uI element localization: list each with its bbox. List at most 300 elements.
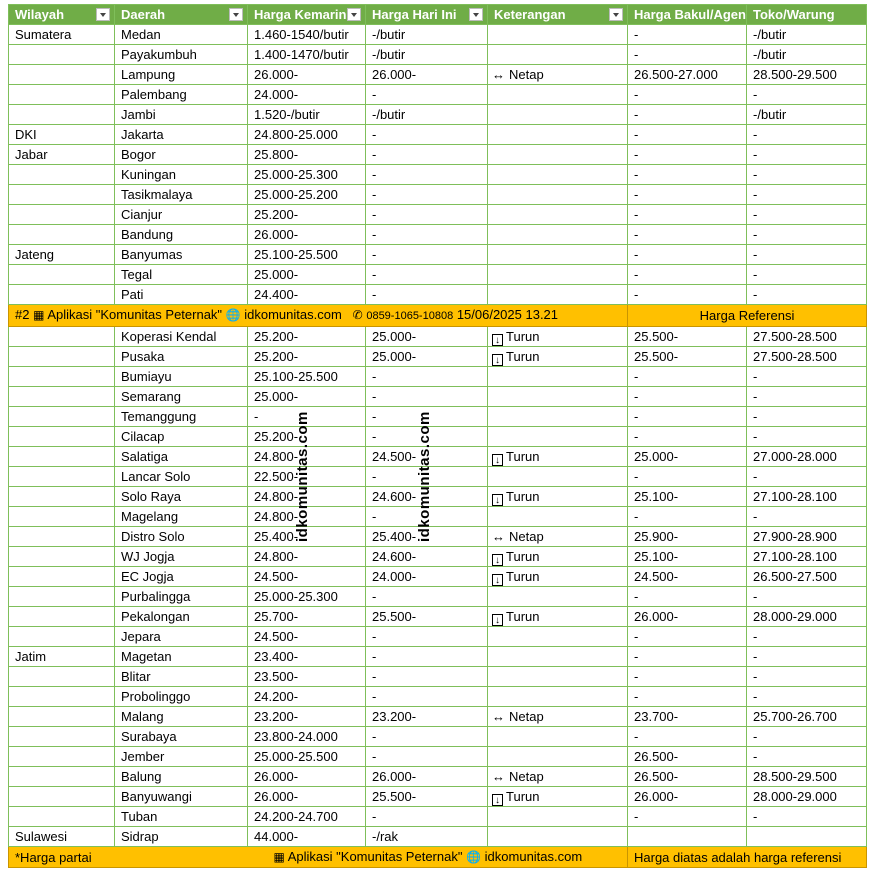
phone-app-icon: ▦	[273, 850, 285, 864]
cell-harga-bakul: 25.100-	[628, 487, 747, 507]
cell-harga-kemarin: 24.500-	[248, 627, 366, 647]
cell-toko-warung: -	[747, 205, 867, 225]
cell-toko-warung: -	[747, 125, 867, 145]
cell-wilayah	[9, 285, 115, 305]
cell-daerah: Tasikmalaya	[115, 185, 248, 205]
cell-harga-bakul: -	[628, 627, 747, 647]
cell-wilayah	[9, 447, 115, 467]
cell-toko-warung: -	[747, 265, 867, 285]
cell-harga-kemarin: 25.400-	[248, 527, 366, 547]
cell-toko-warung: 27.000-28.000	[747, 447, 867, 467]
cell-toko-warung: 27.500-28.500	[747, 327, 867, 347]
cell-toko-warung: -	[747, 647, 867, 667]
table-row	[9, 367, 867, 387]
cell-toko-warung: -	[747, 727, 867, 747]
cell-toko-warung: -/butir	[747, 25, 867, 45]
cell-keterangan	[488, 547, 628, 567]
filter-dropdown-icon[interactable]	[347, 8, 361, 21]
banner-info	[9, 305, 628, 327]
cell-wilayah	[9, 387, 115, 407]
table-row	[9, 25, 867, 45]
status-label: Turun	[506, 789, 540, 804]
cell-harga-bakul	[628, 827, 747, 847]
cell-wilayah: Jabar	[9, 145, 115, 165]
banner-datetime: 15/06/2025 13.21	[456, 307, 559, 322]
cell-toko-warung: 27.100-28.100	[747, 487, 867, 507]
cell-harga-kemarin: 24.800-	[248, 487, 366, 507]
cell-harga-bakul: -	[628, 225, 747, 245]
cell-harga-hari-ini: 25.000-	[366, 347, 488, 367]
cell-harga-kemarin: 25.700-	[248, 607, 366, 627]
cell-toko-warung: -	[747, 627, 867, 647]
cell-harga-bakul: -	[628, 407, 747, 427]
cell-wilayah	[9, 407, 115, 427]
cell-daerah: EC Jogja	[115, 567, 248, 587]
cell-wilayah	[9, 225, 115, 245]
cell-toko-warung: -	[747, 427, 867, 447]
cell-daerah: Cianjur	[115, 205, 248, 225]
table-row	[9, 607, 867, 627]
cell-harga-bakul: 26.500-	[628, 747, 747, 767]
cell-toko-warung: -	[747, 687, 867, 707]
cell-harga-kemarin: 25.000-	[248, 387, 366, 407]
cell-keterangan	[488, 607, 628, 627]
table-row	[9, 647, 867, 667]
cell-harga-kemarin: 25.000-25.500	[248, 747, 366, 767]
footer-row	[9, 847, 867, 868]
phone-app-icon: ▦	[33, 308, 45, 322]
cell-daerah: Solo Raya	[115, 487, 248, 507]
cell-harga-kemarin: 23.400-	[248, 647, 366, 667]
cell-daerah: Malang	[115, 707, 248, 727]
cell-harga-hari-ini: -/butir	[366, 105, 488, 125]
cell-harga-hari-ini: -	[366, 587, 488, 607]
cell-harga-hari-ini: -	[366, 387, 488, 407]
cell-daerah: Blitar	[115, 667, 248, 687]
down-arrow-icon: ↓	[492, 494, 503, 506]
cell-harga-kemarin: 24.400-	[248, 285, 366, 305]
cell-harga-hari-ini: 25.000-	[366, 327, 488, 347]
cell-wilayah	[9, 567, 115, 587]
cell-harga-hari-ini: -	[366, 85, 488, 105]
cell-daerah: Lampung	[115, 65, 248, 85]
table-row	[9, 487, 867, 507]
cell-toko-warung: -	[747, 285, 867, 305]
cell-harga-kemarin: 1.520-/butir	[248, 105, 366, 125]
cell-toko-warung: -	[747, 145, 867, 165]
cell-harga-bakul: -	[628, 245, 747, 265]
cell-daerah: Tegal	[115, 265, 248, 285]
cell-daerah: Jakarta	[115, 125, 248, 145]
table-row	[9, 327, 867, 347]
table-row	[9, 225, 867, 245]
cell-keterangan	[488, 225, 628, 245]
cell-daerah: Semarang	[115, 387, 248, 407]
cell-wilayah: Sulawesi	[9, 827, 115, 847]
cell-harga-bakul: -	[628, 85, 747, 105]
cell-harga-bakul: -	[628, 807, 747, 827]
cell-keterangan	[488, 387, 628, 407]
cell-wilayah	[9, 65, 115, 85]
cell-harga-hari-ini: -	[366, 407, 488, 427]
cell-harga-hari-ini: 24.500-	[366, 447, 488, 467]
table-row	[9, 85, 867, 105]
cell-harga-bakul: -	[628, 387, 747, 407]
cell-wilayah	[9, 667, 115, 687]
cell-harga-kemarin: 24.800-	[248, 547, 366, 567]
cell-harga-hari-ini: -	[366, 807, 488, 827]
cell-toko-warung: 25.700-26.700	[747, 707, 867, 727]
cell-toko-warung: 28.000-29.000	[747, 787, 867, 807]
cell-keterangan	[488, 647, 628, 667]
status-label: Turun	[506, 609, 540, 624]
cell-harga-bakul: -	[628, 105, 747, 125]
cell-harga-hari-ini: 23.200-	[366, 707, 488, 727]
cell-daerah: Kuningan	[115, 165, 248, 185]
cell-wilayah	[9, 587, 115, 607]
cell-wilayah: DKI	[9, 125, 115, 145]
header-harga-hari-ini: Harga Hari Ini	[366, 5, 488, 25]
cell-harga-bakul: 24.500-	[628, 567, 747, 587]
cell-wilayah	[9, 507, 115, 527]
header-harga-kemarin: Harga Kemarin	[248, 5, 366, 25]
cell-wilayah	[9, 427, 115, 447]
header-row	[9, 5, 867, 25]
cell-wilayah	[9, 627, 115, 647]
down-arrow-icon: ↓	[492, 354, 503, 366]
table-row	[9, 527, 867, 547]
cell-daerah: Surabaya	[115, 727, 248, 747]
cell-harga-hari-ini: -/butir	[366, 25, 488, 45]
cell-keterangan	[488, 787, 628, 807]
cell-harga-hari-ini: 26.000-	[366, 767, 488, 787]
cell-harga-hari-ini: -	[366, 225, 488, 245]
table-row	[9, 567, 867, 587]
cell-harga-bakul: 25.500-	[628, 347, 747, 367]
filter-dropdown-icon[interactable]	[469, 8, 483, 21]
banner-phone[interactable]: 0859-1065-10808	[366, 310, 454, 322]
header-keterangan: Keterangan	[488, 5, 628, 25]
cell-keterangan	[488, 347, 628, 367]
cell-daerah: Jepara	[115, 627, 248, 647]
cell-harga-kemarin: 25.200-	[248, 347, 366, 367]
cell-wilayah	[9, 707, 115, 727]
cell-keterangan	[488, 807, 628, 827]
left-right-arrow-icon: ↔	[492, 67, 505, 82]
cell-harga-bakul: -	[628, 367, 747, 387]
cell-keterangan	[488, 245, 628, 265]
cell-daerah: Distro Solo	[115, 527, 248, 547]
cell-harga-kemarin: 24.200-	[248, 687, 366, 707]
cell-harga-hari-ini: -	[366, 627, 488, 647]
cell-daerah: Banyumas	[115, 245, 248, 265]
table-row	[9, 747, 867, 767]
cell-harga-bakul: -	[628, 687, 747, 707]
cell-toko-warung: 28.000-29.000	[747, 607, 867, 627]
footer-app-info	[248, 847, 628, 868]
table-row	[9, 427, 867, 447]
cell-toko-warung	[747, 827, 867, 847]
cell-toko-warung: -	[747, 807, 867, 827]
table-row	[9, 767, 867, 787]
table-row	[9, 65, 867, 85]
filter-dropdown-icon[interactable]	[96, 8, 110, 21]
banner-ref: Harga Referensi	[628, 305, 867, 327]
cell-wilayah	[9, 265, 115, 285]
cell-daerah: Pati	[115, 285, 248, 305]
footer-site[interactable]: idkomunitas.com	[484, 849, 583, 864]
table-row	[9, 145, 867, 165]
cell-toko-warung: -	[747, 747, 867, 767]
table-row	[9, 707, 867, 727]
table-row	[9, 467, 867, 487]
cell-keterangan	[488, 407, 628, 427]
cell-wilayah	[9, 105, 115, 125]
header-wilayah: Wilayah	[9, 5, 115, 25]
cell-daerah: Temanggung	[115, 407, 248, 427]
cell-harga-kemarin: 25.200-	[248, 205, 366, 225]
cell-toko-warung: 27.500-28.500	[747, 347, 867, 367]
header-harga-bakul: Harga Bakul/Agen	[628, 5, 747, 25]
cell-harga-hari-ini: -	[366, 265, 488, 285]
cell-keterangan	[488, 567, 628, 587]
table-row	[9, 205, 867, 225]
globe-icon: 🌐	[466, 850, 482, 864]
down-arrow-icon: ↓	[492, 614, 503, 626]
cell-harga-kemarin: 1.400-1470/butir	[248, 45, 366, 65]
cell-harga-hari-ini: -	[366, 467, 488, 487]
cell-harga-kemarin: 25.100-25.500	[248, 367, 366, 387]
cell-harga-kemarin: 25.000-25.300	[248, 165, 366, 185]
table-row	[9, 807, 867, 827]
cell-wilayah	[9, 807, 115, 827]
cell-wilayah: Sumatera	[9, 25, 115, 45]
header-daerah: Daerah	[115, 5, 248, 25]
cell-wilayah	[9, 165, 115, 185]
cell-harga-hari-ini: -	[366, 285, 488, 305]
cell-harga-bakul: -	[628, 727, 747, 747]
cell-wilayah: Jatim	[9, 647, 115, 667]
cell-keterangan	[488, 487, 628, 507]
cell-harga-bakul: -	[628, 507, 747, 527]
cell-keterangan	[488, 707, 628, 727]
cell-harga-bakul: 25.000-	[628, 447, 747, 467]
cell-daerah: Probolinggo	[115, 687, 248, 707]
left-right-arrow-icon: ↔	[492, 769, 505, 784]
table-row	[9, 687, 867, 707]
cell-toko-warung: 28.500-29.500	[747, 65, 867, 85]
cell-keterangan	[488, 25, 628, 45]
cell-keterangan	[488, 747, 628, 767]
cell-harga-kemarin: 26.000-	[248, 65, 366, 85]
cell-harga-bakul: 25.100-	[628, 547, 747, 567]
cell-harga-bakul: 25.500-	[628, 327, 747, 347]
filter-dropdown-icon[interactable]	[229, 8, 243, 21]
cell-harga-hari-ini: -	[366, 507, 488, 527]
cell-harga-kemarin: 25.800-	[248, 145, 366, 165]
cell-daerah: Palembang	[115, 85, 248, 105]
down-arrow-icon: ↓	[492, 454, 503, 466]
cell-keterangan	[488, 447, 628, 467]
status-label: Netap	[509, 769, 544, 784]
footer-app: Aplikasi "Komunitas Peternak"	[287, 849, 463, 864]
cell-harga-bakul: 26.000-	[628, 787, 747, 807]
cell-harga-kemarin: 25.000-25.300	[248, 587, 366, 607]
cell-harga-hari-ini: -	[366, 165, 488, 185]
cell-toko-warung: -	[747, 407, 867, 427]
cell-harga-bakul: 25.900-	[628, 527, 747, 547]
cell-harga-hari-ini: -	[366, 185, 488, 205]
filter-dropdown-icon[interactable]	[609, 8, 623, 21]
cell-harga-hari-ini: -	[366, 125, 488, 145]
cell-toko-warung: -	[747, 245, 867, 265]
cell-toko-warung: -	[747, 165, 867, 185]
table-row	[9, 347, 867, 367]
cell-keterangan	[488, 627, 628, 647]
cell-harga-hari-ini: -/butir	[366, 45, 488, 65]
cell-daerah: Bandung	[115, 225, 248, 245]
cell-harga-bakul: -	[628, 165, 747, 185]
cell-harga-hari-ini: 24.000-	[366, 567, 488, 587]
cell-daerah: Magelang	[115, 507, 248, 527]
cell-harga-hari-ini: -	[366, 727, 488, 747]
cell-keterangan	[488, 205, 628, 225]
header-toko-warung: Toko/Warung	[747, 5, 867, 25]
cell-harga-bakul: -	[628, 45, 747, 65]
cell-keterangan	[488, 507, 628, 527]
cell-toko-warung: -	[747, 85, 867, 105]
table-row	[9, 827, 867, 847]
cell-harga-hari-ini: 25.500-	[366, 607, 488, 627]
cell-wilayah	[9, 367, 115, 387]
cell-daerah: Purbalingga	[115, 587, 248, 607]
status-label: Turun	[506, 449, 540, 464]
cell-harga-hari-ini: -	[366, 647, 488, 667]
cell-keterangan	[488, 727, 628, 747]
cell-harga-bakul: -	[628, 285, 747, 305]
cell-harga-hari-ini: -	[366, 367, 488, 387]
table-row	[9, 165, 867, 185]
cell-harga-bakul: 26.000-	[628, 607, 747, 627]
cell-daerah: Banyuwangi	[115, 787, 248, 807]
banner-site[interactable]: idkomunitas.com	[244, 307, 342, 322]
cell-harga-kemarin: 25.200-	[248, 327, 366, 347]
cell-keterangan	[488, 827, 628, 847]
status-label: Netap	[509, 709, 544, 724]
cell-harga-kemarin: 24.800-	[248, 507, 366, 527]
cell-keterangan	[488, 125, 628, 145]
cell-toko-warung: 26.500-27.500	[747, 567, 867, 587]
cell-keterangan	[488, 327, 628, 347]
watermark-right: idkomunitas.com	[416, 411, 433, 542]
cell-harga-bakul: -	[628, 205, 747, 225]
down-arrow-icon: ↓	[492, 554, 503, 566]
table-row	[9, 787, 867, 807]
cell-wilayah	[9, 45, 115, 65]
table-row	[9, 447, 867, 467]
cell-harga-kemarin: 25.000-	[248, 265, 366, 285]
cell-toko-warung: -	[747, 467, 867, 487]
cell-harga-bakul: -	[628, 647, 747, 667]
table-row	[9, 547, 867, 567]
cell-daerah: Sidrap	[115, 827, 248, 847]
cell-keterangan	[488, 687, 628, 707]
cell-harga-kemarin: 26.000-	[248, 767, 366, 787]
cell-harga-hari-ini: -	[366, 205, 488, 225]
cell-daerah: Medan	[115, 25, 248, 45]
cell-harga-kemarin: 24.800-	[248, 447, 366, 467]
cell-harga-kemarin: 24.800-25.000	[248, 125, 366, 145]
banner-app: Aplikasi "Komunitas Peternak"	[47, 307, 223, 322]
cell-wilayah	[9, 327, 115, 347]
cell-wilayah	[9, 787, 115, 807]
cell-harga-bakul: -	[628, 467, 747, 487]
cell-harga-kemarin: 23.500-	[248, 667, 366, 687]
left-right-arrow-icon: ↔	[492, 709, 505, 724]
cell-keterangan	[488, 105, 628, 125]
cell-wilayah	[9, 727, 115, 747]
cell-wilayah	[9, 85, 115, 105]
cell-keterangan	[488, 145, 628, 165]
cell-daerah: Jember	[115, 747, 248, 767]
status-label: Turun	[506, 349, 540, 364]
cell-toko-warung: -	[747, 667, 867, 687]
cell-harga-kemarin: 24.000-	[248, 85, 366, 105]
cell-wilayah	[9, 185, 115, 205]
cell-harga-kemarin: 1.460-1540/butir	[248, 25, 366, 45]
table-row	[9, 507, 867, 527]
table-row	[9, 387, 867, 407]
cell-harga-bakul: -	[628, 587, 747, 607]
status-label: Turun	[506, 569, 540, 584]
cell-daerah: Bumiayu	[115, 367, 248, 387]
table-row	[9, 105, 867, 125]
cell-daerah: Lancar Solo	[115, 467, 248, 487]
cell-daerah: Pusaka	[115, 347, 248, 367]
cell-harga-bakul: 26.500-27.000	[628, 65, 747, 85]
cell-harga-hari-ini: 24.600-	[366, 487, 488, 507]
cell-daerah: Pekalongan	[115, 607, 248, 627]
table-row	[9, 407, 867, 427]
cell-harga-kemarin: 26.000-	[248, 787, 366, 807]
cell-toko-warung: -/butir	[747, 45, 867, 65]
cell-daerah: Jambi	[115, 105, 248, 125]
cell-harga-hari-ini: -	[366, 427, 488, 447]
cell-harga-kemarin: 24.200-24.700	[248, 807, 366, 827]
cell-toko-warung: -	[747, 225, 867, 245]
cell-harga-hari-ini: -	[366, 145, 488, 165]
cell-daerah: Magetan	[115, 647, 248, 667]
table-row	[9, 45, 867, 65]
cell-keterangan	[488, 45, 628, 65]
cell-wilayah	[9, 347, 115, 367]
table-row	[9, 627, 867, 647]
cell-wilayah	[9, 767, 115, 787]
cell-toko-warung: -	[747, 507, 867, 527]
phone-icon: ✆	[352, 308, 363, 322]
table-row	[9, 185, 867, 205]
cell-wilayah	[9, 467, 115, 487]
down-arrow-icon: ↓	[492, 334, 503, 346]
table-row	[9, 245, 867, 265]
cell-toko-warung: -	[747, 587, 867, 607]
cell-daerah: Cilacap	[115, 427, 248, 447]
cell-harga-bakul: -	[628, 427, 747, 447]
table-row	[9, 587, 867, 607]
cell-daerah: WJ Jogja	[115, 547, 248, 567]
footer-ref-note: Harga diatas adalah harga referensi	[628, 847, 867, 868]
cell-harga-kemarin: 25.100-25.500	[248, 245, 366, 265]
